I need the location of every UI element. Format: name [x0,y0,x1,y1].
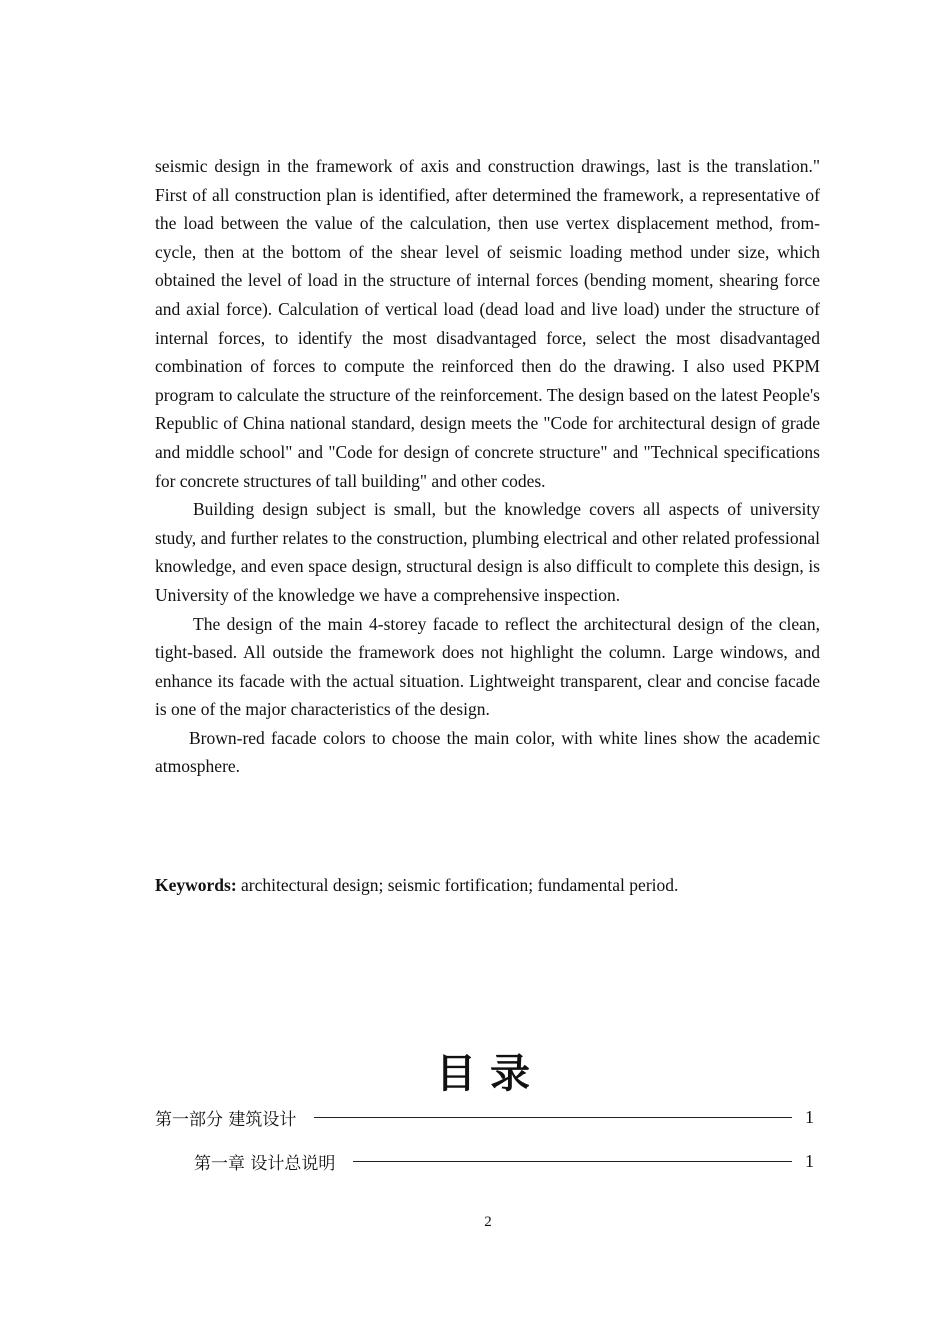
abstract-paragraph: Brown-red facade colors to choose the main color, with white lines show the academic atmosphere. [155,727,820,777]
toc-leader-line [353,1161,792,1162]
toc-entry-page: 1 [805,1150,814,1171]
toc-title: 目录 [436,1051,544,1097]
toc-entry-label: 第一部分 建筑设计 [155,1109,297,1130]
abstract-body [155,152,820,781]
toc-entry[interactable] [194,1149,814,1173]
abstract-paragraph: seismic design in the framework of axis and construction drawings, last is the translation." First of all construction plan is identified, after determined the framework, a representative of the load between the value of the calculation, then use vertex displacement method, from-cycle, then at the bottom of the shear level of seismic loading method under size, which obtained the level of load in the structure of internal forces (bending moment, shearing force and axial force). Calculation of vertical load (dead load and live load) under the structure of internal forces, to identify the most disadvantaged force, select the most disadvantaged combination of forces to compute the reinforced then do the drawing. I also used PKPM program to calculate the structure of the reinforcement. The design based on the latest People's Republic of China national standard, design meets the "Code for architectural design of grade and middle school" and "Code for design of concrete structure" and "Technical specifications for concrete structures of tall building" and other codes. [155,156,820,491]
page-number: 2 [484,1214,492,1230]
toc-leader-line [314,1117,792,1118]
toc-entry-page: 1 [805,1106,814,1127]
keywords-line [155,872,820,898]
keywords-label: Keywords: [155,875,237,895]
abstract-paragraph: Building design subject is small, but the knowledge covers all aspects of university study, and further relates to the construction, plumbing electrical and other related professional knowledge, and even space design, structural design is also difficult to complete this design, is University of the knowledge we have a comprehensive inspection. [155,499,820,605]
abstract-paragraph: The design of the main 4-storey facade to reflect the architectural design of the clean, tight-based. All outside the framework does not highlight the column. Large windows, and enhance its facade with the actual situation. Lightweight transparent, clear and concise facade is one of the major characteristics of the design. [155,613,820,720]
toc-entry-label: 第一章 设计总说明 [194,1153,336,1174]
toc-entry[interactable] [155,1105,814,1129]
keywords-text: architectural design; seismic fortification; fundamental period. [236,875,679,895]
